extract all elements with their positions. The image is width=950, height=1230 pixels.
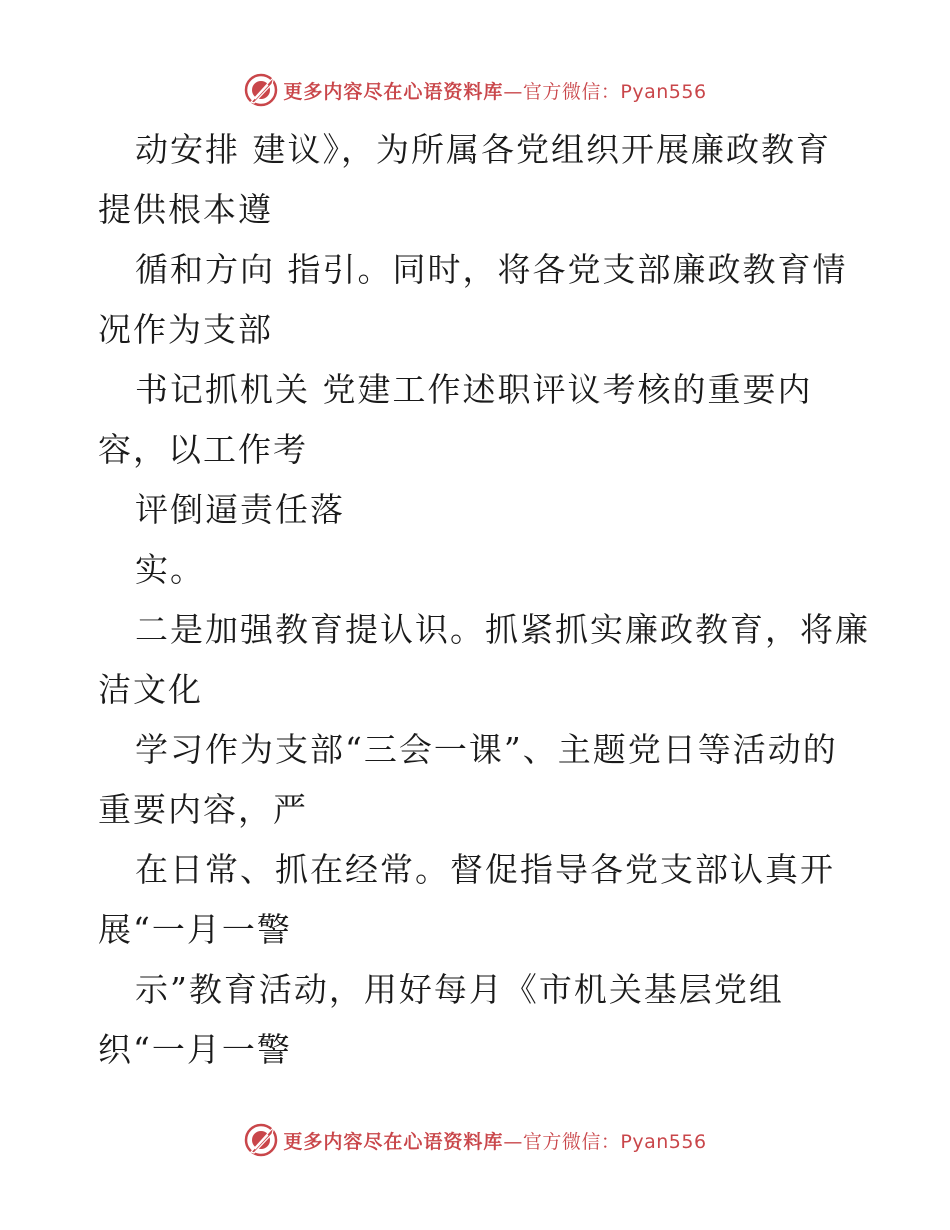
banner-wechat: 官方微信：Pyan556 (522, 80, 707, 103)
paragraph-line: 重要内容，严 (98, 790, 308, 829)
quill-pen-icon (243, 1122, 279, 1158)
paragraph-line: 洁文化 (98, 670, 203, 709)
paragraph-line: 实。 (135, 550, 205, 589)
paragraph-line: 二是加强教育提认识。抓紧抓实廉政教育，将廉 (135, 610, 870, 649)
paragraph-line: 在日常、抓在经常。督促指导各党支部认真开 (135, 850, 835, 889)
banner-dash: — (503, 80, 523, 103)
banner-text (283, 1127, 706, 1154)
banner-site-name: 更多内容尽在心语资料库 (283, 1130, 504, 1153)
paragraph-line: 循和方向 指引。同时，将各党支部廉政教育情 (135, 250, 848, 289)
paragraph-line: 动安排 建议》，为所属各党组织开展廉政教育 (135, 130, 831, 169)
banner-text (283, 77, 706, 104)
paragraph-line: 况作为支部 (98, 310, 273, 349)
header-banner (0, 68, 950, 112)
paragraph-line: 展“一月一警 (98, 910, 292, 949)
paragraph-line: 评倒逼责任落 (135, 490, 345, 529)
banner-wechat: 官方微信：Pyan556 (522, 1130, 707, 1153)
paragraph-line: 容，以工作考 (98, 430, 308, 469)
paragraph-line: 学习作为支部“三会一课”、主题党日等活动的 (135, 730, 838, 769)
paragraph-line: 示”教育活动，用好每月《市机关基层党组 (135, 970, 784, 1009)
banner-dash: — (503, 1130, 523, 1153)
quill-pen-icon (243, 72, 279, 108)
paragraph-line: 织“一月一警 (98, 1030, 292, 1069)
footer-banner (0, 1118, 950, 1162)
banner-site-name: 更多内容尽在心语资料库 (283, 80, 504, 103)
paragraph-line: 提供根本遵 (98, 190, 273, 229)
document-body (98, 120, 868, 1080)
paragraph-line: 书记抓机关 党建工作述职评议考核的重要内 (135, 370, 813, 409)
